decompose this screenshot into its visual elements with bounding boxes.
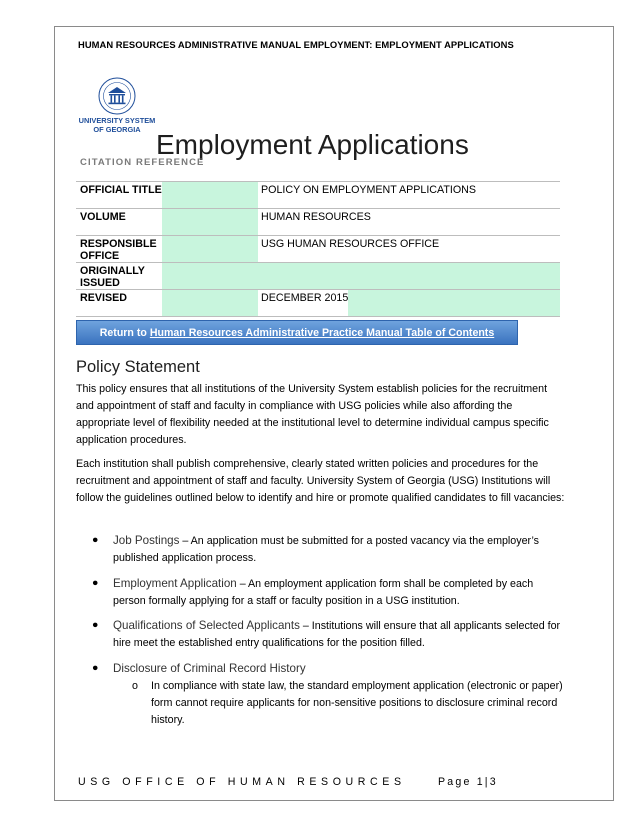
- row-label: OFFICIAL TITLE: [76, 182, 162, 209]
- row-value: [162, 263, 560, 290]
- return-prefix: Return to: [99, 326, 147, 339]
- policy-paragraph-1: This policy ensures that all institutions of the University System establish policies for the recruitment and appointment of staff and faculty in compliance with USG policies while also affording the appropriate level of flexibility needed at the institutional level to determine individual campus specific application procedures.: [76, 383, 549, 446]
- running-header: HUMAN RESOURCES ADMINISTRATIVE MANUAL EMPLOYMENT: EMPLOYMENT APPLICATIONS: [78, 39, 514, 50]
- bullet-text: – Institutions will ensure that all applicants selected for hire meet the established entry qualifications for the position filled.: [113, 620, 561, 649]
- row-value: USG HUMAN RESOURCES OFFICE: [258, 236, 560, 263]
- page-label: Page: [438, 776, 472, 788]
- bullet-text: – An employment application form shall be completed by each person formally applying for a staff or faculty position in a USG institution.: [113, 578, 534, 607]
- logo-line1: UNIVERSITY SYSTEM: [78, 116, 156, 125]
- highlight-cell: [162, 182, 258, 209]
- list-item: [92, 660, 562, 678]
- bullet-icon: ●: [92, 619, 99, 631]
- row-label: RESPONSIBLE OFFICE: [76, 236, 162, 263]
- hollow-bullet-icon: o: [132, 680, 138, 692]
- page-total: 3: [489, 776, 498, 788]
- return-to-toc-button[interactable]: [76, 320, 518, 345]
- footer-page-number: [438, 776, 498, 788]
- list-item: [92, 532, 562, 567]
- section-heading: Policy Statement: [76, 358, 200, 376]
- table-row: [76, 236, 560, 263]
- footer-office: USG OFFICE OF HUMAN RESOURCES: [78, 776, 406, 788]
- row-value: HUMAN RESOURCES: [258, 209, 560, 236]
- usg-seal-icon: [77, 76, 157, 118]
- row-label: VOLUME: [76, 209, 162, 236]
- citation-table: [76, 181, 560, 317]
- table-row: [76, 182, 560, 209]
- page-separator: |: [484, 776, 490, 788]
- table-row: [76, 209, 560, 236]
- highlight-cell: [162, 290, 258, 317]
- bullet-text: – An application must be submitted for a posted vacancy via the employer’s published application process.: [113, 535, 540, 564]
- bullet-icon: ●: [92, 534, 99, 546]
- bullet-term: Employment Application: [113, 577, 237, 590]
- toc-link[interactable]: Human Resources Administrative Practice Manual Table of Contents: [149, 326, 495, 339]
- policy-paragraph-2: Each institution shall publish comprehensive, clearly stated written policies and procedures for the recruitment and appointment of staff and faculty. University System of Georgia (USG) Institutions will follow the guidelines outlined below to identify and hire or promote qualified candidates to fill vacancies:: [76, 458, 565, 504]
- bullet-term: Job Postings: [113, 534, 180, 547]
- row-value: DECEMBER 2015: [258, 290, 560, 317]
- sub-bullet-text: In compliance with state law, the standard employment application (electronic or paper) form cannot require applicants for non-sensitive positions to disclosure criminal record history.: [151, 680, 563, 726]
- row-value: POLICY ON EMPLOYMENT APPLICATIONS: [258, 182, 560, 209]
- usg-logo: [77, 76, 157, 138]
- citation-heading: CITATION REFERENCE: [80, 157, 205, 168]
- page-current: 1: [476, 776, 485, 788]
- bullet-icon: ●: [92, 577, 99, 589]
- table-row: [76, 263, 560, 290]
- highlight-cell: [162, 236, 258, 263]
- row-label: REVISED: [76, 290, 162, 317]
- row-label: ORIGINALLY ISSUED: [76, 263, 162, 290]
- bullet-term: Disclosure of Criminal Record History: [113, 662, 306, 675]
- bullet-term: Qualifications of Selected Applicants: [113, 619, 300, 632]
- logo-line2: OF GEORGIA: [93, 124, 141, 134]
- bullet-icon: ●: [92, 662, 99, 674]
- sub-list-item: [132, 678, 564, 729]
- page-title: Employment Applications: [156, 128, 469, 160]
- list-item: [92, 617, 562, 652]
- list-item: [92, 575, 562, 610]
- logo-wordmark: [77, 117, 157, 134]
- highlight-cell: [162, 209, 258, 236]
- table-row: [76, 290, 560, 317]
